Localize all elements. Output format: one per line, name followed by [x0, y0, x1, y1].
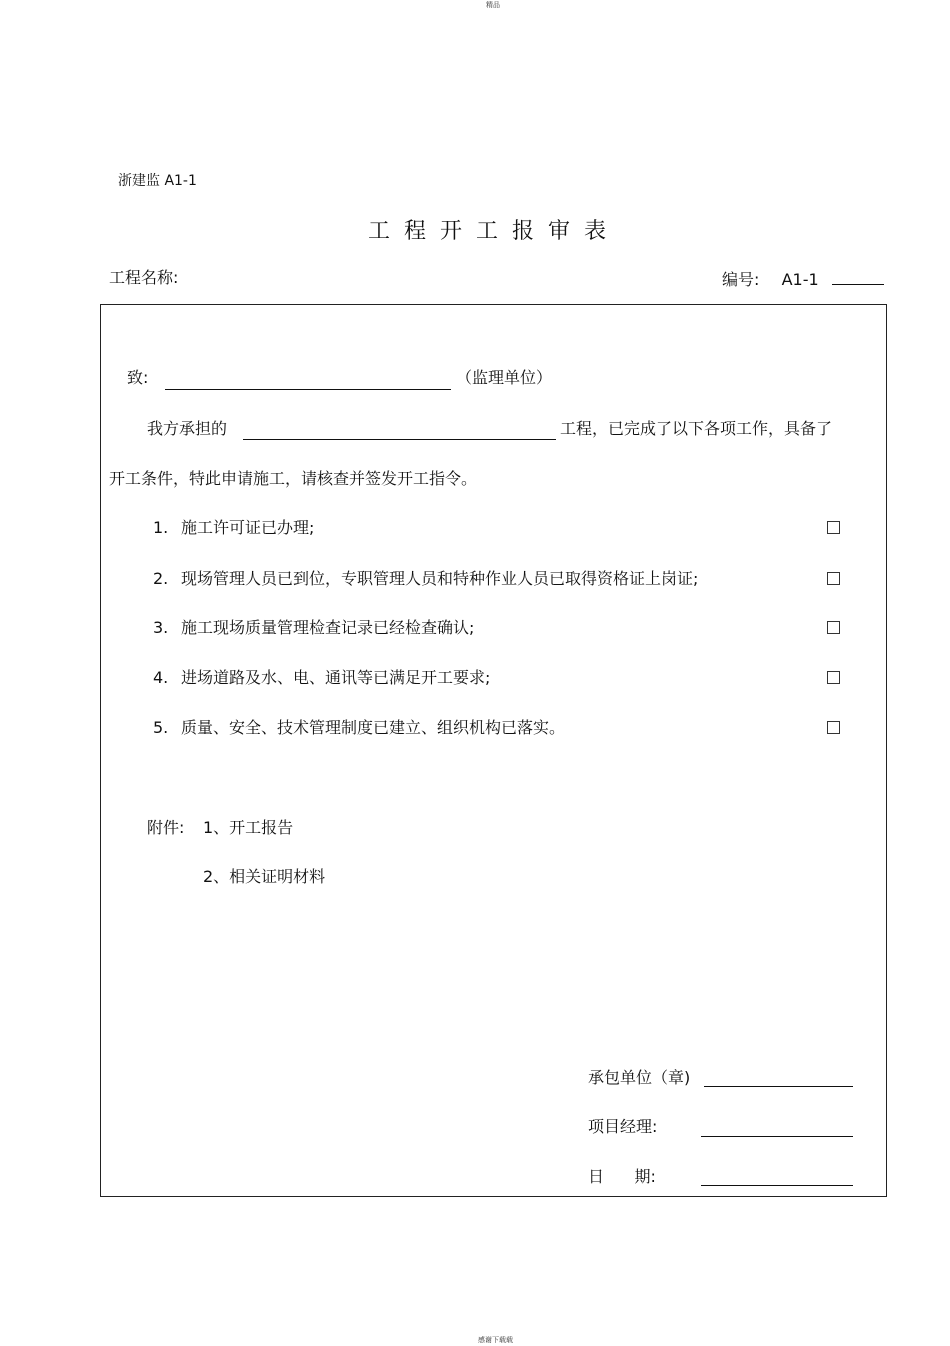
project-field[interactable]	[243, 439, 556, 440]
checklist-num: 3.	[153, 618, 169, 637]
number-underline[interactable]	[832, 268, 884, 285]
project-name-label: 工程名称:	[109, 268, 179, 287]
page-footer-mark: 感谢下载载	[478, 1336, 513, 1344]
number-field	[722, 268, 884, 290]
checklist-item	[153, 718, 565, 738]
checkbox-5[interactable]	[827, 721, 840, 734]
contractor-field[interactable]	[704, 1086, 853, 1087]
form-code: 浙建监 A1-1	[118, 173, 197, 189]
attachments-label: 附件:	[147, 818, 185, 837]
checkbox-3[interactable]	[827, 621, 840, 634]
page-title: 工程开工报审表	[368, 219, 621, 244]
attachment-item: 2、相关证明材料	[203, 867, 326, 886]
checklist-item	[153, 668, 490, 688]
to-label: 致:	[127, 368, 149, 387]
checkbox-4[interactable]	[827, 671, 840, 684]
checklist-text: 进场道路及水、电、通讯等已满足开工要求;	[181, 668, 491, 687]
date-field[interactable]	[701, 1185, 853, 1186]
attachment-item: 1、开工报告	[203, 818, 294, 837]
checklist-text: 现场管理人员已到位，专职管理人员和特种作业人员已取得资格证上岗证;	[181, 569, 699, 588]
manager-label: 项目经理:	[588, 1117, 658, 1136]
number-label: 编号:	[722, 270, 760, 289]
body-line2: 开工条件，特此申请施工，请核查并签发开工指令。	[109, 469, 478, 488]
checklist-num: 2.	[153, 569, 169, 588]
checklist-text: 施工许可证已办理;	[181, 518, 315, 537]
checkbox-2[interactable]	[827, 572, 840, 585]
contractor-label: 承包单位（章)	[588, 1068, 691, 1087]
to-suffix: （监理单位）	[456, 368, 553, 387]
page-header-mark: 精品	[486, 1, 500, 9]
checklist-item	[153, 618, 474, 638]
date-label: 日 期:	[588, 1167, 656, 1186]
checklist-text: 质量、安全、技术管理制度已建立、组织机构已落实。	[181, 718, 566, 737]
checklist-num: 4.	[153, 668, 169, 687]
body-mid: 工程，已完成了以下各项工作，具备了	[560, 419, 833, 438]
checklist-num: 5.	[153, 718, 169, 737]
checklist-text: 施工现场质量管理检查记录已经检查确认;	[181, 618, 475, 637]
checkbox-1[interactable]	[827, 521, 840, 534]
checklist-item	[153, 569, 698, 589]
checklist-num: 1.	[153, 518, 169, 537]
manager-field[interactable]	[701, 1136, 853, 1137]
body-prefix: 我方承担的	[147, 419, 228, 438]
checklist-item	[153, 518, 314, 538]
supervisor-unit-field[interactable]	[165, 389, 451, 390]
number-value: A1-1	[781, 270, 819, 289]
